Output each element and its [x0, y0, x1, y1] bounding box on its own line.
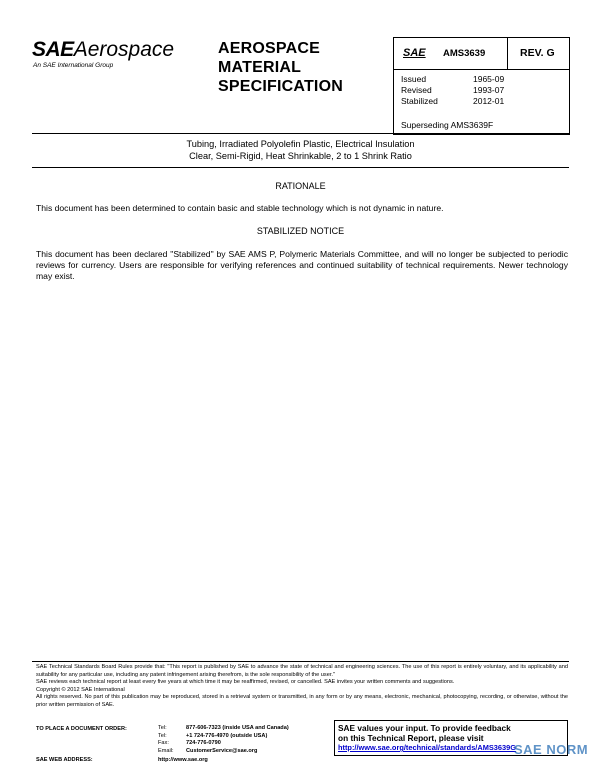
feedback-link[interactable]: http://www.sae.org/technical/standards/AMS3639G [338, 743, 516, 752]
date-label: Stabilized [401, 96, 438, 106]
web-address[interactable]: http://www.sae.org [158, 757, 208, 763]
date-row-revised [401, 85, 504, 96]
date-row-issued [401, 74, 504, 85]
web-label: SAE WEB ADDRESS: [36, 757, 93, 763]
sae-aerospace-logo [32, 38, 174, 62]
footer-para-3: All rights reserved. No part of this publication may be reproduced, stored in a retrieval system or transmitted, in any form or by any means, electronic, mechanical, photocopying, recording, or otherwise, without the prior written permission of SAE. [36, 694, 568, 708]
footer-copyright: Copyright © 2012 SAE International [36, 686, 125, 693]
contact-label: Email: [158, 747, 174, 754]
contact-value: CustomerService@sae.org [186, 747, 258, 754]
date-value: 2012-01 [473, 96, 505, 106]
contact-row [158, 725, 289, 733]
order-label: TO PLACE A DOCUMENT ORDER: [36, 726, 127, 732]
feedback-line-2: on this Technical Report, please visit [338, 733, 484, 743]
contact-row [158, 733, 289, 741]
superseding: Superseding AMS3639F [401, 120, 494, 130]
title-line-2: Clear, Semi-Rigid, Heat Shrinkable, 2 to 1 Shrink Ratio [189, 151, 412, 161]
doc-id-divider [393, 69, 569, 70]
watermark: SAE NORM [514, 742, 589, 757]
document-title [32, 138, 569, 162]
stabilized-heading: STABILIZED NOTICE [256, 226, 345, 236]
contact-row [158, 748, 289, 756]
contact-row [158, 740, 289, 748]
stabilized-text: This document has been declared "Stabilized" by SAE AMS P, Polymeric Materials Committee, and will no longer be subjected to periodic reviews for currency. Users are responsible for verifying references and continued suitability of technical requirements. Newer technology may exist. [36, 249, 568, 282]
doc-type-line-1: AEROSPACE [218, 40, 320, 57]
feedback-line-1: SAE values your input. To provide feedback [338, 723, 511, 733]
logo-tagline: An SAE International Group [33, 62, 114, 69]
rev-divider [507, 37, 508, 70]
date-value: 1965-09 [473, 74, 505, 84]
contact-table [158, 725, 289, 755]
date-row-stabilized [401, 96, 504, 107]
rationale-heading: RATIONALE [275, 181, 326, 191]
doc-number: AMS3639 [443, 48, 486, 59]
title-line-1: Tubing, Irradiated Polyolefin Plastic, Electrical Insulation [186, 139, 415, 149]
rationale-text: This document has been determined to contain basic and stable technology which is not dynamic in nature. [36, 203, 444, 213]
footer-rule [32, 661, 569, 662]
sae-small-logo: SAE [403, 47, 426, 59]
doc-type-line-2: MATERIAL [218, 59, 302, 76]
date-label: Revised [401, 85, 432, 95]
logo-brand: SAE [32, 38, 74, 61]
contact-value: 877-606-7323 (inside USA and Canada) [186, 725, 289, 731]
footer-para-2: SAE reviews each technical report at least every five years at which time it may be reaffirmed, revised, or cancelled. SAE invites your written comments and suggestions. [36, 679, 455, 686]
contact-value: 724-776-0790 [186, 740, 221, 747]
title-rule [32, 167, 569, 168]
dates-table [401, 74, 504, 107]
footer-notes [36, 664, 568, 710]
contact-label: Tel: [158, 725, 167, 731]
contact-value: +1 724-776-4970 (outside USA) [186, 732, 268, 739]
revision: REV. G [520, 47, 555, 59]
date-value: 1993-07 [473, 85, 505, 95]
doc-type-line-3: SPECIFICATION [218, 78, 343, 95]
logo-word: Aerospace [73, 38, 175, 61]
date-label: Issued [401, 74, 427, 84]
contact-label: Fax: [158, 740, 169, 747]
doc-type [218, 39, 343, 96]
footer-para-1: SAE Technical Standards Board Rules provide that: "This report is published by SAE to advance the state of technical and engineering sciences. The use of this report is entirely voluntary, and its applicability and suitability for any particular use, including any patent infringement arising therefrom, is the sole responsibility of the user." [36, 664, 568, 678]
contact-label: Tel: [158, 732, 167, 739]
header-rule [32, 133, 569, 134]
